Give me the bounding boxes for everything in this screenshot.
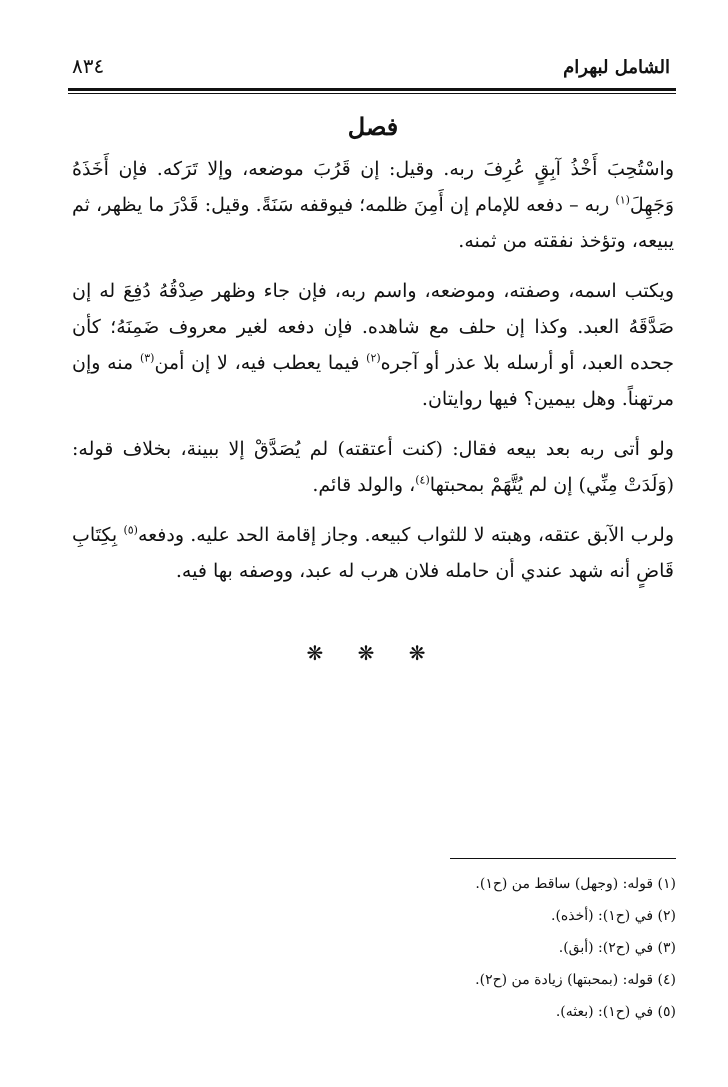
footnote-ref-4: (٤) <box>415 473 430 487</box>
footnote-3: (٣) في (ح٢): (أبق). <box>558 940 676 956</box>
header-rule-thick <box>68 88 676 91</box>
footnote-5: (٥) في (ح١): (بعثه). <box>555 1004 676 1020</box>
footnote-ref-2: (٢) <box>366 351 381 365</box>
running-header <box>68 48 676 84</box>
page-number: ٨٣٤ <box>72 54 105 78</box>
main-text <box>72 112 674 665</box>
text-run: منه وإن مرتهناً. وهل بيمين؟ فيها روايتان. <box>72 352 674 410</box>
footnote-ref-5: (٥) <box>123 523 138 537</box>
text-run: ولرب الآبق عتقه، وهبته لا للثواب كبيعه. وجاز إقامة الحد عليه. ودفعه <box>137 524 674 546</box>
paragraph-3 <box>72 431 674 503</box>
footnote-rule <box>450 858 676 859</box>
section-divider-stars: ❋ ❋ ❋ <box>306 641 440 665</box>
footnote-4: (٤) قوله: (بمحبتها) زيادة من (ح٢). <box>475 972 676 988</box>
text-run: ربه – دفعه للإمام إن أَمِنَ ظلمه؛ فيوقفه سَنَةً. وقيل: قَدْرَ ما يظهر، ثم يبيعه، وتؤخذ نفقته من ثمنه. <box>72 194 674 252</box>
section-heading: فصل <box>347 112 399 141</box>
text-run: ويكتب اسمه، وصفته، وموضعه، واسم ربه، فإن جاء وظهر صِدْقُهُ دُفِعَ له إن صَدَّقَهُ العبد. وكذا إن حلف مع شاهده. فإن دفعه لغير معروف ضَمِنَهُ؛ كأن جحده العبد، أو أرسله بلا عذر أو آجره <box>72 280 674 374</box>
footnote-ref-1: (١) <box>615 193 630 207</box>
text-run: بِكِتَابِ قَاضٍ أنه شهد عندي أن حامله فلان هرب له عبد، ووصفه بها فيه. <box>72 524 674 582</box>
footnote-ref-3: (٣) <box>139 351 155 365</box>
paragraph-4 <box>72 517 674 589</box>
paragraph-2 <box>72 273 674 417</box>
footnote-1: (١) قوله: (وجهل) ساقط من (ح١). <box>475 876 676 892</box>
text-run: فيما يعطب فيه، لا إن أمن <box>154 352 367 374</box>
header-rule-thin <box>68 93 676 94</box>
footnote-2: (٢) في (ح١): (أخذه). <box>551 908 676 924</box>
text-run: ، والولد قائم. <box>312 474 416 496</box>
book-title: الشامل لبهرام <box>563 57 670 78</box>
footnotes <box>200 868 676 1028</box>
text-run: ولو أتى ربه بعد بيعه فقال: (كنت أعتقته) لم يُصَدَّقْ إلا ببينة، بخلاف قوله: (وَلَدَتْ مِنِّي) إن لم يُتَّهَمْ بمحبتها <box>72 438 674 496</box>
text-run: واسْتُحِبَ أَخْذُ آبِقٍ عُرِفَ ربه. وقيل: إن قَرُبَ موضعه، وإلا تَرَكه. فإن أَخَذَهُ وَجَهِلَ <box>72 158 674 216</box>
paragraph-1 <box>72 151 674 259</box>
